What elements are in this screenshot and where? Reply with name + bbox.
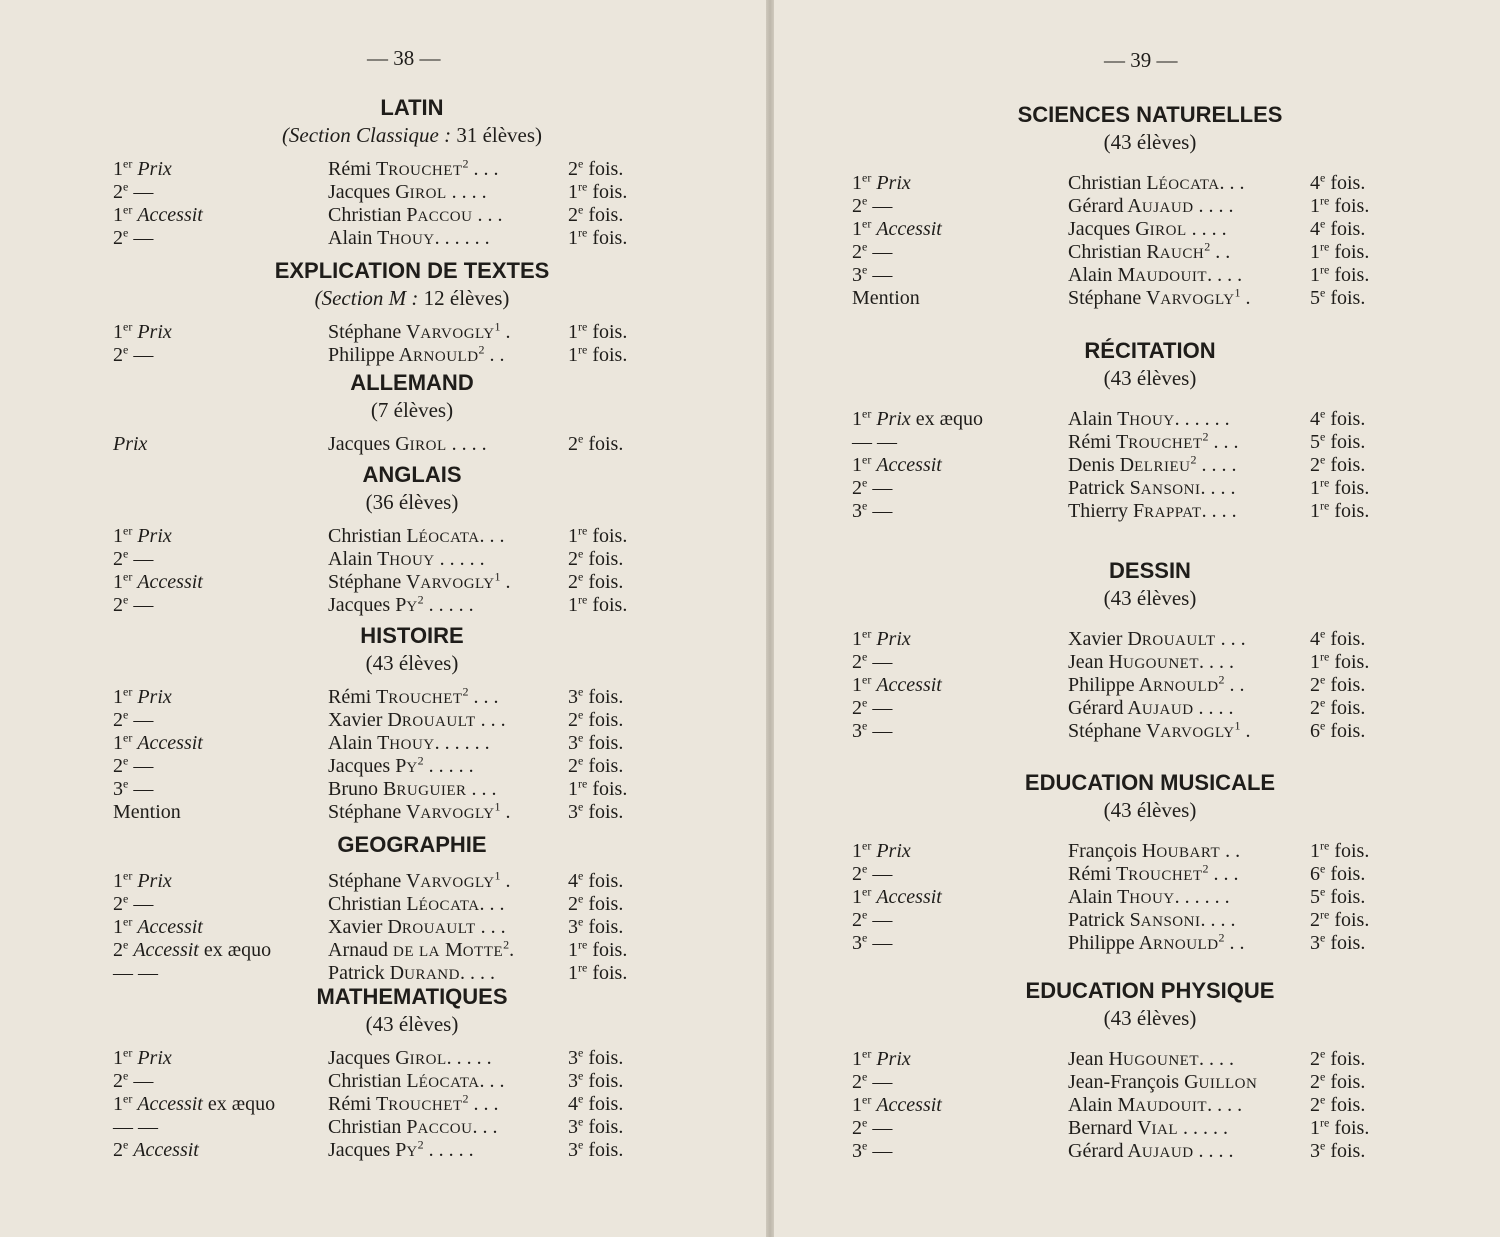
- pupil-name: Philippe ARNOULD$^2$ . .: [1068, 930, 1245, 954]
- prize-rank: 2e —: [852, 239, 893, 263]
- pupil-name: Jacques GIROL . . . .: [328, 181, 487, 203]
- award-count: 1re fois.: [1310, 239, 1370, 263]
- pupil-name: Xavier DROUAULT . . .: [328, 916, 506, 938]
- pupil-name: Christian PACCOU. . .: [328, 1116, 498, 1138]
- pupil-name: Christian LÉOCATA. . .: [328, 893, 505, 915]
- prize-rank: 1er Accessit: [852, 672, 942, 696]
- award-count: 2e fois.: [568, 431, 624, 455]
- award-count: 2e fois.: [568, 156, 624, 180]
- award-count: 1re fois.: [1310, 262, 1370, 286]
- pupil-name: Denis DELRIEU$^2$ . . . .: [1068, 452, 1237, 476]
- pupil-name: Rémi TROUCHET$^2$ . . .: [328, 684, 499, 708]
- prize-rank: 2e —: [113, 707, 154, 731]
- award-count: 4e fois.: [1310, 406, 1366, 430]
- prize-row: [774, 454, 1500, 477]
- prize-row: [0, 181, 766, 204]
- pupil-name: Jacques $PY^2$ . . . . .: [328, 1137, 474, 1161]
- award-count: 2e fois.: [568, 569, 624, 593]
- prize-rank: 1er Prix: [852, 1046, 911, 1070]
- pupil-name: Jacques GIROL. . . . .: [328, 1047, 492, 1069]
- pupil-name: Gérard AUJAUD . . . .: [1068, 195, 1234, 217]
- award-count: 2e fois.: [1310, 1046, 1366, 1070]
- prize-rank: 2e —: [852, 695, 893, 719]
- prize-rank: — —: [113, 1116, 158, 1138]
- prize-rank: 1er Prix: [113, 868, 172, 892]
- prize-row: [774, 431, 1500, 454]
- prize-row: [0, 939, 766, 962]
- prize-row: [0, 433, 766, 456]
- prize-row: [0, 548, 766, 571]
- pupil-name: Christian LÉOCATA. . .: [1068, 172, 1245, 194]
- prize-row: [0, 321, 766, 344]
- prize-row: [0, 893, 766, 916]
- prize-row: [0, 870, 766, 893]
- prize-rank: 1er Prix: [113, 684, 172, 708]
- award-count: 1re fois.: [568, 179, 628, 203]
- prize-rank: 1er Prix: [852, 838, 911, 862]
- prize-row: [0, 1093, 766, 1116]
- award-count: 2e fois.: [1310, 1069, 1366, 1093]
- pupil-name: Alain THOUY. . . . . .: [1068, 408, 1230, 430]
- section-title: EXPLICATION DE TEXTES: [274, 258, 550, 283]
- prize-row: [774, 674, 1500, 697]
- pupil-name: Stéphane VARVOGLY$^1$ .: [328, 569, 511, 593]
- section-title: SCIENCES NATURELLES: [1017, 102, 1283, 127]
- prize-rank: 1er Prix: [113, 156, 172, 180]
- award-count: 5e fois.: [1310, 884, 1366, 908]
- prize-row: [0, 1047, 766, 1070]
- prize-rank: 3e —: [852, 262, 893, 286]
- pupil-name: Stéphane VARVOGLY$^1$ .: [1068, 285, 1251, 309]
- pupil-name: Alain MAUDOUIT. . . .: [1068, 264, 1243, 286]
- prize-rank: 1er Accessit: [852, 884, 942, 908]
- prize-row: [0, 344, 766, 367]
- section-title: LATIN: [380, 95, 444, 120]
- award-count: 1re fois.: [568, 523, 628, 547]
- award-count: 3e fois.: [568, 684, 624, 708]
- pupil-name: Patrick SANSONI. . . .: [1068, 909, 1236, 931]
- pupil-name: Bruno BRUGUIER . . .: [328, 778, 497, 800]
- award-count: 2e fois.: [1310, 452, 1366, 476]
- section-subtitle: (Section M : 12 élèves): [314, 286, 510, 310]
- prize-row: [774, 1094, 1500, 1117]
- prize-row: [0, 525, 766, 548]
- pupil-name: Jacques $PY^2$ . . . . .: [328, 753, 474, 777]
- prize-rank: 3e —: [852, 930, 893, 954]
- pupil-name: Gérard AUJAUD . . . .: [1068, 697, 1234, 719]
- page-number: — 39 —: [1104, 48, 1178, 72]
- prize-row: [774, 697, 1500, 720]
- pupil-name: Jacques GIROL . . . .: [1068, 218, 1227, 240]
- prize-rank: 2e —: [113, 225, 154, 249]
- pupil-name: Bernard VIAL . . . . .: [1068, 1117, 1229, 1139]
- prize-rank: 1er Accessit: [113, 914, 203, 938]
- section-subtitle: (7 élèves): [370, 398, 454, 422]
- section-subtitle: (43 élèves): [1103, 1006, 1197, 1030]
- pupil-name: Rémi TROUCHET$^2$ . . .: [328, 1091, 499, 1115]
- prize-rank: 2e —: [113, 592, 154, 616]
- pupil-name: Stéphane VARVOGLY$^1$ .: [328, 319, 511, 343]
- prize-row: [774, 1140, 1500, 1163]
- award-count: 3e fois.: [568, 799, 624, 823]
- award-count: 6e fois.: [1310, 718, 1366, 742]
- award-count: 1re fois.: [568, 319, 628, 343]
- award-count: 4e fois.: [1310, 170, 1366, 194]
- pupil-name: François HOUBART . .: [1068, 840, 1241, 862]
- award-count: 2e fois.: [568, 753, 624, 777]
- pupil-name: Patrick DURAND. . . .: [328, 962, 495, 984]
- award-count: 1re fois.: [1310, 838, 1370, 862]
- prize-rank: 2e Accessit: [113, 1137, 199, 1161]
- section-subtitle: (43 élèves): [1103, 586, 1197, 610]
- prize-rank: 2e —: [852, 861, 893, 885]
- award-count: 1re fois.: [1310, 649, 1370, 673]
- pupil-name: Stéphane VARVOGLY$^1$ .: [328, 868, 511, 892]
- award-count: 1re fois.: [1310, 498, 1370, 522]
- section-title: ANGLAIS: [362, 462, 462, 487]
- prize-rank: 2e —: [852, 1115, 893, 1139]
- pupil-name: Philippe ARNOULD$^2$ . .: [328, 342, 505, 366]
- prize-rank: 1er Prix: [113, 319, 172, 343]
- award-count: 3e fois.: [1310, 930, 1366, 954]
- prize-rank: 3e —: [852, 1138, 893, 1162]
- pupil-name: Alain THOUY. . . . . .: [1068, 886, 1230, 908]
- prize-rank: 1er Accessit: [852, 216, 942, 240]
- prize-row: [0, 227, 766, 250]
- prize-row: [774, 1117, 1500, 1140]
- pupil-name: Rémi TROUCHET$^2$ . . .: [328, 156, 499, 180]
- prize-rank: 1er Accessit: [852, 452, 942, 476]
- section-subtitle: (43 élèves): [1103, 366, 1197, 390]
- prize-rank: 2e —: [113, 891, 154, 915]
- pupil-name: Xavier DROUAULT . . .: [328, 709, 506, 731]
- prize-row: [774, 218, 1500, 241]
- prize-rank: 2e —: [113, 1068, 154, 1092]
- prize-rank: 2e Accessit ex æquo: [113, 937, 272, 961]
- prize-rank: 2e —: [852, 1069, 893, 1093]
- section-title: EDUCATION MUSICALE: [1024, 770, 1276, 795]
- prize-rank: 1er Prix: [113, 1045, 172, 1069]
- prize-row: [0, 158, 766, 181]
- prize-rank: 2e —: [113, 753, 154, 777]
- award-count: 3e fois.: [568, 914, 624, 938]
- prize-rank: Prix: [113, 433, 148, 455]
- award-count: 1re fois.: [568, 225, 628, 249]
- section-title: EDUCATION PHYSIQUE: [1025, 978, 1275, 1003]
- prize-rank: 3e —: [852, 498, 893, 522]
- prize-rank: 3e —: [852, 718, 893, 742]
- prize-row: [774, 863, 1500, 886]
- prize-rank: 2e —: [113, 546, 154, 570]
- section-subtitle: (Section Classique : 31 élèves): [281, 123, 543, 147]
- prize-row: [0, 916, 766, 939]
- pupil-name: Alain MAUDOUIT. . . .: [1068, 1094, 1243, 1116]
- award-count: 4e fois.: [1310, 216, 1366, 240]
- award-count: 3e fois.: [1310, 1138, 1366, 1162]
- prize-row: [774, 1048, 1500, 1071]
- prize-row: [774, 651, 1500, 674]
- award-count: 3e fois.: [568, 1114, 624, 1138]
- section-title: DESSIN: [1109, 558, 1191, 583]
- prize-row: [0, 1139, 766, 1162]
- page-number: — 38 —: [367, 46, 441, 70]
- award-count: 4e fois.: [568, 1091, 624, 1115]
- award-count: 3e fois.: [568, 1068, 624, 1092]
- section-subtitle: (43 élèves): [365, 651, 459, 675]
- prize-row: [774, 628, 1500, 651]
- prize-rank: 2e —: [852, 193, 893, 217]
- award-count: 1re fois.: [1310, 1115, 1370, 1139]
- pupil-name: Philippe ARNOULD$^2$ . .: [1068, 672, 1245, 696]
- section-title: HISTOIRE: [360, 623, 464, 648]
- prize-rank: 2e —: [852, 649, 893, 673]
- award-count: 2e fois.: [568, 891, 624, 915]
- prize-row: [774, 408, 1500, 431]
- prize-row: [774, 720, 1500, 743]
- award-count: 2e fois.: [568, 707, 624, 731]
- prize-row: [0, 801, 766, 824]
- pupil-name: Alain THOUY. . . . . .: [328, 227, 490, 249]
- prize-rank: Mention: [113, 801, 181, 823]
- prize-row: [0, 1116, 766, 1139]
- prize-row: [0, 204, 766, 227]
- award-count: 1re fois.: [568, 960, 628, 984]
- prize-row: [774, 264, 1500, 287]
- prize-rank: 2e —: [852, 475, 893, 499]
- pupil-name: Jacques GIROL . . . .: [328, 433, 487, 455]
- prize-rank: 2e —: [113, 179, 154, 203]
- award-count: 2e fois.: [1310, 1092, 1366, 1116]
- pupil-name: Christian RAUCH$^2$ . .: [1068, 239, 1231, 263]
- prize-row: [0, 686, 766, 709]
- section-subtitle: (43 élèves): [1103, 130, 1197, 154]
- award-count: 6e fois.: [1310, 861, 1366, 885]
- section-title: RÉCITATION: [1084, 338, 1216, 363]
- award-count: 3e fois.: [568, 730, 624, 754]
- prize-row: [0, 594, 766, 617]
- pupil-name: Xavier DROUAULT . . .: [1068, 628, 1246, 650]
- award-count: 4e fois.: [1310, 626, 1366, 650]
- award-count: 5e fois.: [1310, 285, 1366, 309]
- prize-rank: 3e —: [113, 776, 154, 800]
- prize-row: [0, 732, 766, 755]
- pupil-name: Christian LÉOCATA. . .: [328, 525, 505, 547]
- section-title: ALLEMAND: [350, 370, 474, 395]
- prize-rank: 1er Prix: [113, 523, 172, 547]
- prize-row: [774, 195, 1500, 218]
- prize-rank: 1er Accessit: [852, 1092, 942, 1116]
- award-count: 4e fois.: [568, 868, 624, 892]
- prize-row: [774, 1071, 1500, 1094]
- prize-row: [774, 840, 1500, 863]
- prize-row: [774, 886, 1500, 909]
- section-subtitle: (36 élèves): [365, 490, 459, 514]
- prize-rank: Mention: [852, 287, 920, 309]
- pupil-name: Patrick SANSONI. . . .: [1068, 477, 1236, 499]
- prize-row: [0, 571, 766, 594]
- prize-rank: — —: [113, 962, 158, 984]
- prize-row: [774, 500, 1500, 523]
- prize-row: [0, 709, 766, 732]
- prize-row: [774, 241, 1500, 264]
- prize-rank: 1er Accessit: [113, 202, 203, 226]
- pupil-name: Alain THOUY. . . . . .: [328, 732, 490, 754]
- award-count: 2e fois.: [568, 546, 624, 570]
- prize-row: [774, 909, 1500, 932]
- section-title: MATHEMATIQUES: [316, 984, 508, 1009]
- prize-row: [0, 778, 766, 801]
- prize-row: [0, 962, 766, 985]
- pupil-name: Jean HUGOUNET. . . .: [1068, 1048, 1234, 1070]
- prize-row: [0, 1070, 766, 1093]
- pupil-name: Alain THOUY . . . . .: [328, 548, 485, 570]
- award-count: 5e fois.: [1310, 429, 1366, 453]
- prize-rank: 2e —: [113, 342, 154, 366]
- award-count: 1re fois.: [1310, 193, 1370, 217]
- pupil-name: Christian PACCOU . . .: [328, 204, 503, 226]
- award-count: 3e fois.: [568, 1045, 624, 1069]
- section-subtitle: (43 élèves): [365, 1012, 459, 1036]
- award-count: 3e fois.: [568, 1137, 624, 1161]
- prize-rank: 1er Accessit ex æquo: [113, 1091, 276, 1115]
- section-title: GEOGRAPHIE: [337, 832, 487, 857]
- pupil-name: Thierry FRAPPAT. . . .: [1068, 500, 1237, 522]
- prize-rank: 1er Prix: [852, 170, 911, 194]
- prize-rank: 1er Accessit: [113, 730, 203, 754]
- pupil-name: Arnaud DE LA MOTTE$^2$.: [328, 937, 515, 961]
- award-count: 1re fois.: [568, 342, 628, 366]
- prize-row: [0, 755, 766, 778]
- prize-rank: 2e —: [852, 907, 893, 931]
- pupil-name: Jean HUGOUNET. . . .: [1068, 651, 1234, 673]
- prize-rank: — —: [852, 431, 897, 453]
- pupil-name: Jean-François GUILLON: [1068, 1071, 1258, 1093]
- right-page: [774, 0, 1500, 1237]
- pupil-name: Gérard AUJAUD . . . .: [1068, 1140, 1234, 1162]
- pupil-name: Christian LÉOCATA. . .: [328, 1070, 505, 1092]
- award-count: 1re fois.: [568, 937, 628, 961]
- award-count: 2e fois.: [1310, 672, 1366, 696]
- prize-row: [774, 932, 1500, 955]
- award-count: 1re fois.: [568, 776, 628, 800]
- prize-rank: 1er Accessit: [113, 569, 203, 593]
- award-count: 1re fois.: [568, 592, 628, 616]
- award-count: 2re fois.: [1310, 907, 1370, 931]
- section-subtitle: (43 élèves): [1103, 798, 1197, 822]
- book-gutter: [766, 0, 774, 1237]
- award-count: 2e fois.: [1310, 695, 1366, 719]
- pupil-name: Stéphane VARVOGLY$^1$ .: [328, 799, 511, 823]
- pupil-name: Stéphane VARVOGLY$^1$ .: [1068, 718, 1251, 742]
- prize-row: [774, 477, 1500, 500]
- pupil-name: Rémi TROUCHET$^2$ . . .: [1068, 861, 1239, 885]
- prize-row: [774, 287, 1500, 310]
- prize-rank: 1er Prix: [852, 626, 911, 650]
- award-count: 2e fois.: [568, 202, 624, 226]
- prize-row: [774, 172, 1500, 195]
- pupil-name: Rémi TROUCHET$^2$ . . .: [1068, 429, 1239, 453]
- award-count: 1re fois.: [1310, 475, 1370, 499]
- prize-rank: 1er Prix ex æquo: [852, 406, 983, 430]
- pupil-name: Jacques $PY^2$ . . . . .: [328, 592, 474, 616]
